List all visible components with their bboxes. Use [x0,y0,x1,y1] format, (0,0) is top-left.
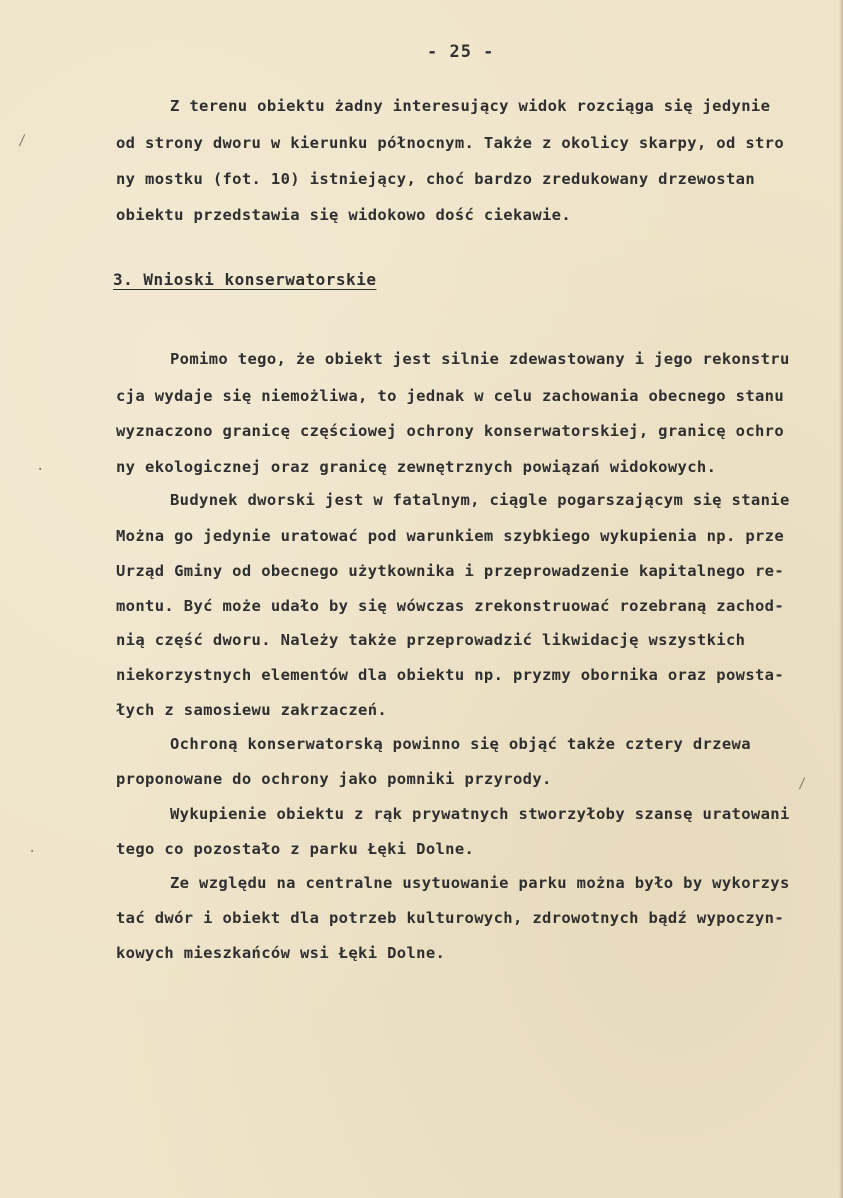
paragraph-line: proponowane do ochrony jako pomniki przyrody. [116,770,552,788]
paragraph-line: Wykupienie obiektu z rąk prywatnych stworzyłoby szansę uratowani [170,805,790,823]
paragraph-line: niekorzystnych elementów dla obiektu np. pryzmy obornika oraz powsta- [116,666,785,684]
paragraph-line: cja wydaje się niemożliwa, to jednak w celu zachowania obecnego stanu [116,387,785,405]
page-number: - 25 - [427,42,495,62]
paragraph-line: Ze względu na centralne usytuowanie parku można było by wykorzys [170,874,790,892]
paragraph-line: Ochroną konserwatorską powinno się objąć także cztery drzewa [170,735,751,753]
paper-speck: · [28,844,37,860]
paper-speck: / [18,133,27,149]
paragraph-line: Z terenu obiektu żadny interesujący widok rozciąga się jedynie [170,97,771,115]
paragraph-line: ny mostku (fot. 10) istniejący, choć bardzo zredukowany drzewostan [116,170,755,188]
section-heading: 3. Wnioski konserwatorskie [113,270,377,289]
paragraph-line: montu. Być może udało by się wówczas zrekonstruować rozebraną zachod- [116,597,785,615]
paragraph-line: tać dwór i obiekt dla potrzeb kulturowych, zdrowotnych bądź wypoczyn- [116,909,785,927]
paragraph-line: Urząd Gminy od obecnego użytkownika i przeprowadzenie kapitalnego re- [116,562,785,580]
paragraph-line: wyznaczono granicę częściowej ochrony konserwatorskiej, granicę ochro [116,422,785,440]
page-edge-shadow [839,0,843,1198]
paragraph-line: Można go jedynie uratować pod warunkiem szybkiego wykupienia np. prze [116,527,785,545]
paragraph-line: od strony dworu w kierunku północnym. Także z okolicy skarpy, od stro [116,134,785,152]
paragraph-line: kowych mieszkańców wsi Łęki Dolne. [116,944,446,962]
paper-speck: / [798,776,807,792]
paragraph-line: Pomimo tego, że obiekt jest silnie zdewastowany i jego rekonstru [170,350,790,368]
paragraph-line: Budynek dworski jest w fatalnym, ciągle pogarszającym się stanie [170,491,790,509]
paragraph-line: nią część dworu. Należy także przeprowadzić likwidację wszystkich [116,631,746,649]
paper-speck: · [36,462,45,478]
paragraph-line: obiektu przedstawia się widokowo dość ciekawie. [116,206,572,224]
paragraph-line: łych z samosiewu zakrzaczeń. [116,701,388,719]
paragraph-line: tego co pozostało z parku Łęki Dolne. [116,840,475,858]
paragraph-line: ny ekologicznej oraz granicę zewnętrznych powiązań widokowych. [116,458,717,476]
